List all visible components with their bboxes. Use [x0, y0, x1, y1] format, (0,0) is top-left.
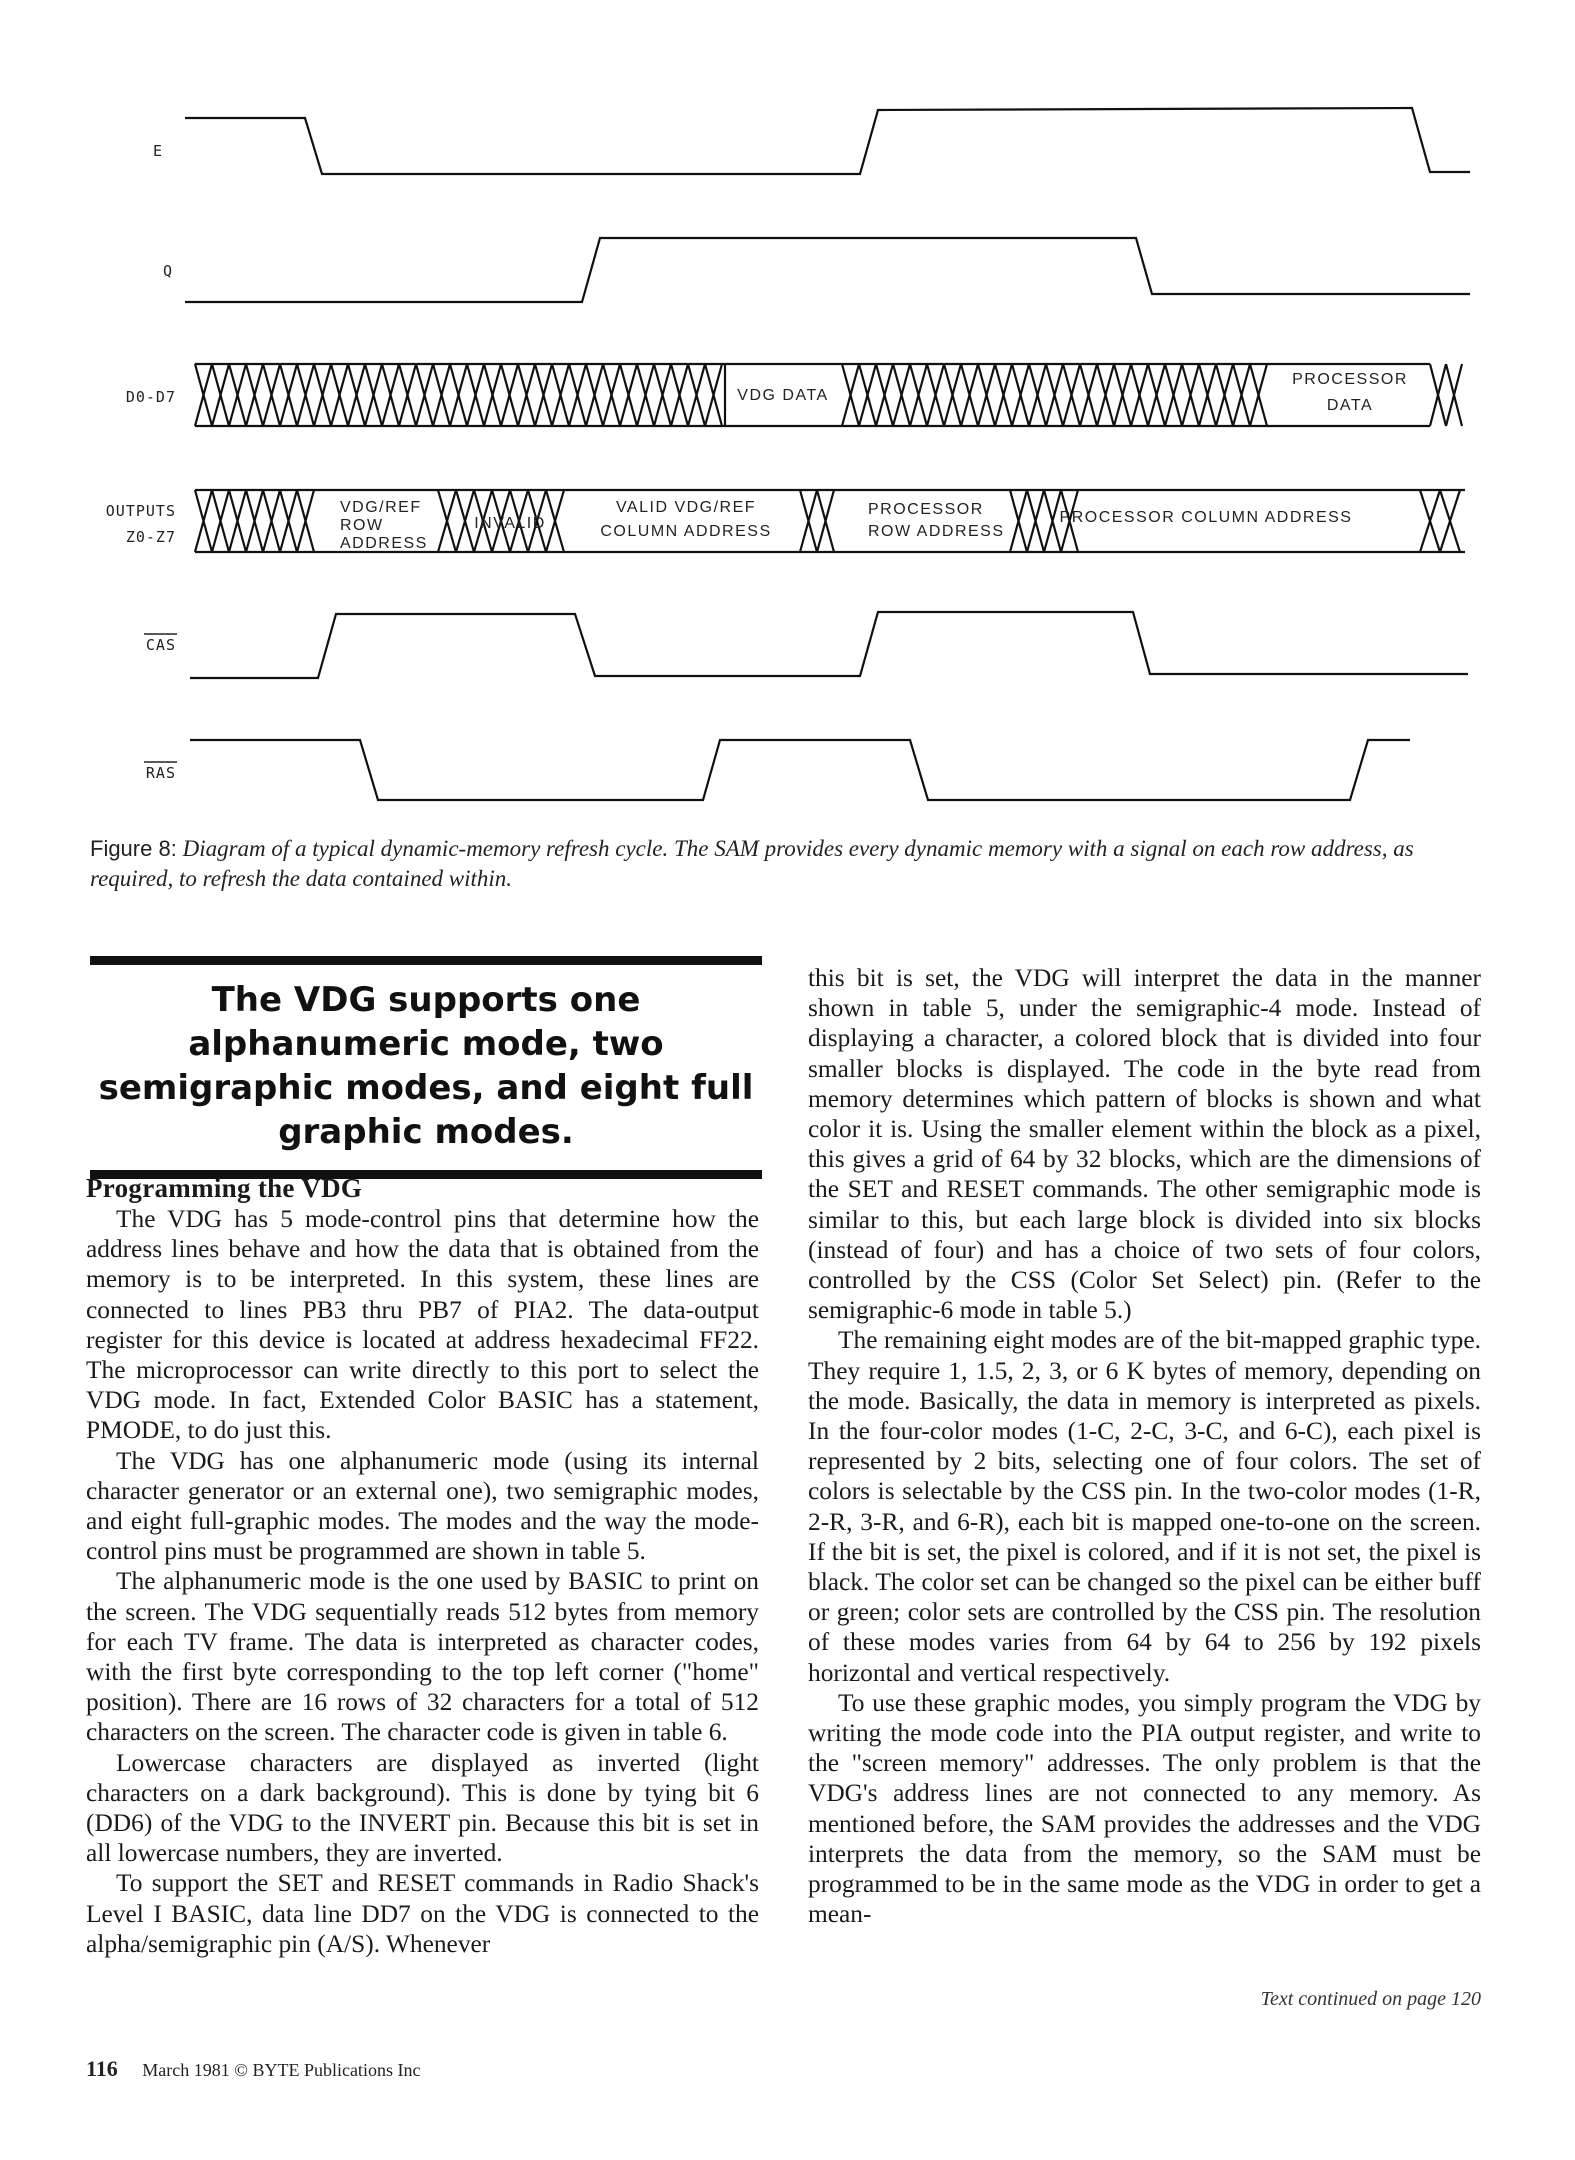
pullquote — [90, 956, 762, 1179]
signal-label-e: E — [152, 142, 163, 160]
vdg-ref-row-label-3: ADDRESS — [340, 535, 428, 552]
valid-column-label-2: COLUMN ADDRESS — [600, 523, 772, 540]
signal-label-cas: CAS — [145, 636, 176, 654]
paragraph: this bit is set, the VDG will interpret the data in the manner shown in table 5, under the semigraphic-4 mode. Instead of displaying a character, a colored block that is divided into four smaller blocks is displayed. The code in the byte read from memory determines which pattern of blocks is shown and what color it is. Using the smaller element within the block as a pixel, this gives a grid of 64 by 32 blocks, which are the dimensions of the SET and RESET commands. The other semigraphic mode is similar to this, but each large block is divided into six blocks (instead of four) and has a choice of two sets of four colors, controlled by the CSS (Color Set Select) pin. (Refer to the semigraphic-6 mode in table 5.) — [808, 964, 1481, 1325]
vdg-ref-row-label-2: ROW — [340, 517, 384, 534]
continued-note: Text continued on page 120 — [1260, 1988, 1481, 2010]
pullquote-text: The VDG supports one alphanumeric mode, two semigraphic modes, and eight full graphic modes. — [98, 980, 754, 1152]
signal-label-q: Q — [162, 262, 173, 280]
paragraph: To support the SET and RESET commands in Radio Shack's Level I BASIC, data line DD7 on the VDG is connected to the alpha/semigraphic pin (A/S). Whenever — [86, 1869, 759, 1958]
paragraph: To use these graphic modes, you simply program the VDG by writing the mode code into the PIA output register, and write to the "screen memory" addresses. The only problem is that the VDG's address lines are not connected to any memory. As mentioned before, the SAM provides the addresses and the VDG interprets the data from the memory, so the SAM must be programmed to be in the same mode as the VDG in order to get a mean- — [808, 1688, 1481, 1929]
signal-label-z0-z7: Z0-Z7 — [125, 528, 176, 546]
section-heading: Programming the VDG — [86, 1173, 363, 1203]
paragraph: The remaining eight modes are of the bit-mapped graphic type. They require 1, 1.5, 2, 3, or 6 K bytes of memory, depending on the mode. Basically, the data in memory is interpreted as pixels. In the four-color modes (1-C, 2-C, 3-C, and 6-C), each pixel is represented by 2 bits, selecting one of four colors. The set of colors is selectable by the CSS pin. In the two-color modes (1-R, 2-R, 3-R, and 6-R), each bit is mapped one-to-one on the screen. If the bit is set, the pixel is colored, and if it is not set, the pixel is black. The color set can be changed so the pixel can be either buff or green; color sets are controlled by the CSS pin. The resolution of these modes varies from 64 by 64 to 256 by 192 pixels horizontal and vertical respectively. — [808, 1326, 1481, 1687]
e-waveform — [185, 108, 1470, 174]
pullquote-rule-top — [90, 956, 762, 965]
processor-data-label-2: DATA — [1326, 397, 1374, 414]
right-column — [808, 963, 1481, 1930]
processor-row-label-2: ROW ADDRESS — [868, 523, 1005, 540]
signal-label-outputs: OUTPUTS — [105, 502, 176, 520]
processor-data-label: PROCESSOR — [1292, 371, 1408, 388]
valid-column-label: VALID VDG/REF — [615, 499, 757, 516]
page-footer — [86, 2056, 420, 2082]
ras-waveform — [190, 740, 1410, 800]
signal-label-data-bus: D0-D7 — [125, 388, 176, 406]
processor-column-label: PROCESSOR COLUMN ADDRESS — [1059, 509, 1353, 526]
timing-diagram — [0, 0, 1575, 820]
caption-text: Diagram of a typical dynamic-memory refresh cycle. The SAM provides every dynamic memory with a signal on each row address, as required, to refresh the data contained within. — [90, 836, 1414, 891]
figure-label: Figure 8: — [90, 836, 177, 861]
cas-waveform — [190, 612, 1468, 678]
paragraph: The VDG has one alphanumeric mode (using its internal character generator or an external one), two semigraphic modes, and eight full-graphic modes. The modes and the way the mode-control pins must be programmed are shown in table 5. — [86, 1446, 759, 1566]
publication-line: March 1981 © BYTE Publications Inc — [142, 2060, 421, 2080]
processor-row-label: PROCESSOR — [868, 501, 984, 518]
invalid-label: INVALID — [474, 515, 546, 532]
paragraph: Lowercase characters are displayed as inverted (light characters on a dark background). This is done by tying bit 6 (DD6) of the VDG to the INVERT pin. Because this bit is set in all lowercase numbers, they are inverted. — [86, 1748, 759, 1868]
page-number: 116 — [86, 2056, 118, 2081]
signal-label-ras: RAS — [145, 764, 176, 782]
vdg-ref-row-label: VDG/REF — [340, 499, 422, 516]
figure-caption — [90, 834, 1480, 894]
vdg-data-label: VDG DATA — [737, 387, 829, 404]
q-waveform — [185, 238, 1470, 302]
paragraph: The VDG has 5 mode-control pins that determine how the address lines behave and how the data that is obtained from the memory is to be interpreted. In this system, these lines are connected to lines PB3 thru PB7 of PIA2. The data-output register for this device is located at address hexadecimal FF22. The microprocessor can write directly to this port to select the VDG mode. In fact, Extended Color BASIC has a statement, PMODE, to do just this. — [86, 1205, 759, 1445]
paragraph: The alphanumeric mode is the one used by BASIC to print on the screen. The VDG sequentially reads 512 bytes from memory for each TV frame. The data is interpreted as character codes, with the first byte corresponding to the top left corner ("home" position). There are 16 rows of 32 characters for a total of 512 characters on the screen. The character code is given in table 6. — [86, 1567, 759, 1747]
left-column — [86, 1172, 759, 1959]
